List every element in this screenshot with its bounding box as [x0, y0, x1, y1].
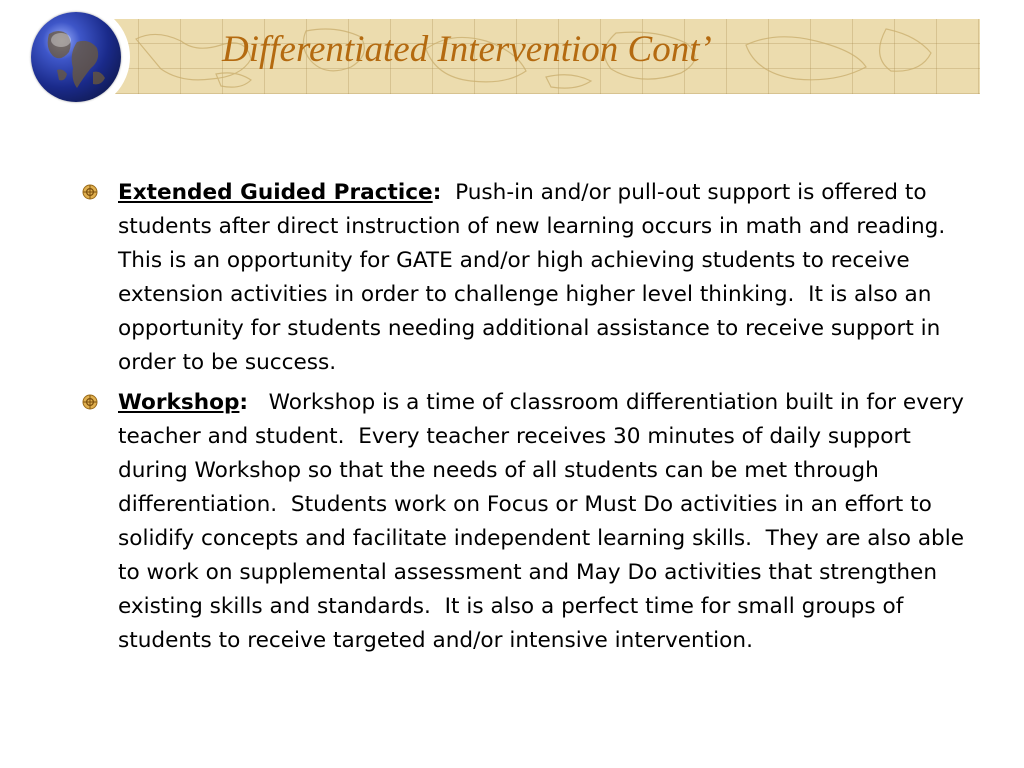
bullet-text: Workshop is a time of classroom differentiation built in for every teacher and student. Every teacher receives 30 minutes of daily support during Workshop so that the needs of all students can be met through differentiation. Students work on Focus or Must Do activities in an effort to solidify concepts and facilitate independent learning skills. They are also able to work on supplemental assessment and May Do activities that strengthen existing skills and standards. It is also a perfect time for small groups of students to receive targeted and/or intensive intervention. [118, 390, 965, 653]
term-colon: : [239, 390, 249, 415]
term-colon: : [432, 180, 442, 205]
bullet-list [82, 176, 987, 664]
globe-icon [31, 12, 121, 102]
bullet-text: Push-in and/or pull-out support is offered to students after direct instruction of new learning occurs in math and reading. This is an opportunity for GATE and/or high achieving students to receive extension activities in order to challenge higher level thinking. It is also an opportunity for students needing additional assistance to receive support in order to be success. [118, 180, 946, 375]
slide-title: Differentiated Intervention Cont’ [222, 29, 712, 70]
term-workshop: Workshop [118, 390, 240, 415]
term-extended-guided-practice: Extended Guided Practice [118, 180, 433, 205]
bullet-disc-icon [82, 184, 98, 200]
list-item-extended-guided-practice [82, 176, 987, 380]
list-item-workshop [82, 386, 987, 658]
bullet-disc-icon [82, 394, 98, 410]
